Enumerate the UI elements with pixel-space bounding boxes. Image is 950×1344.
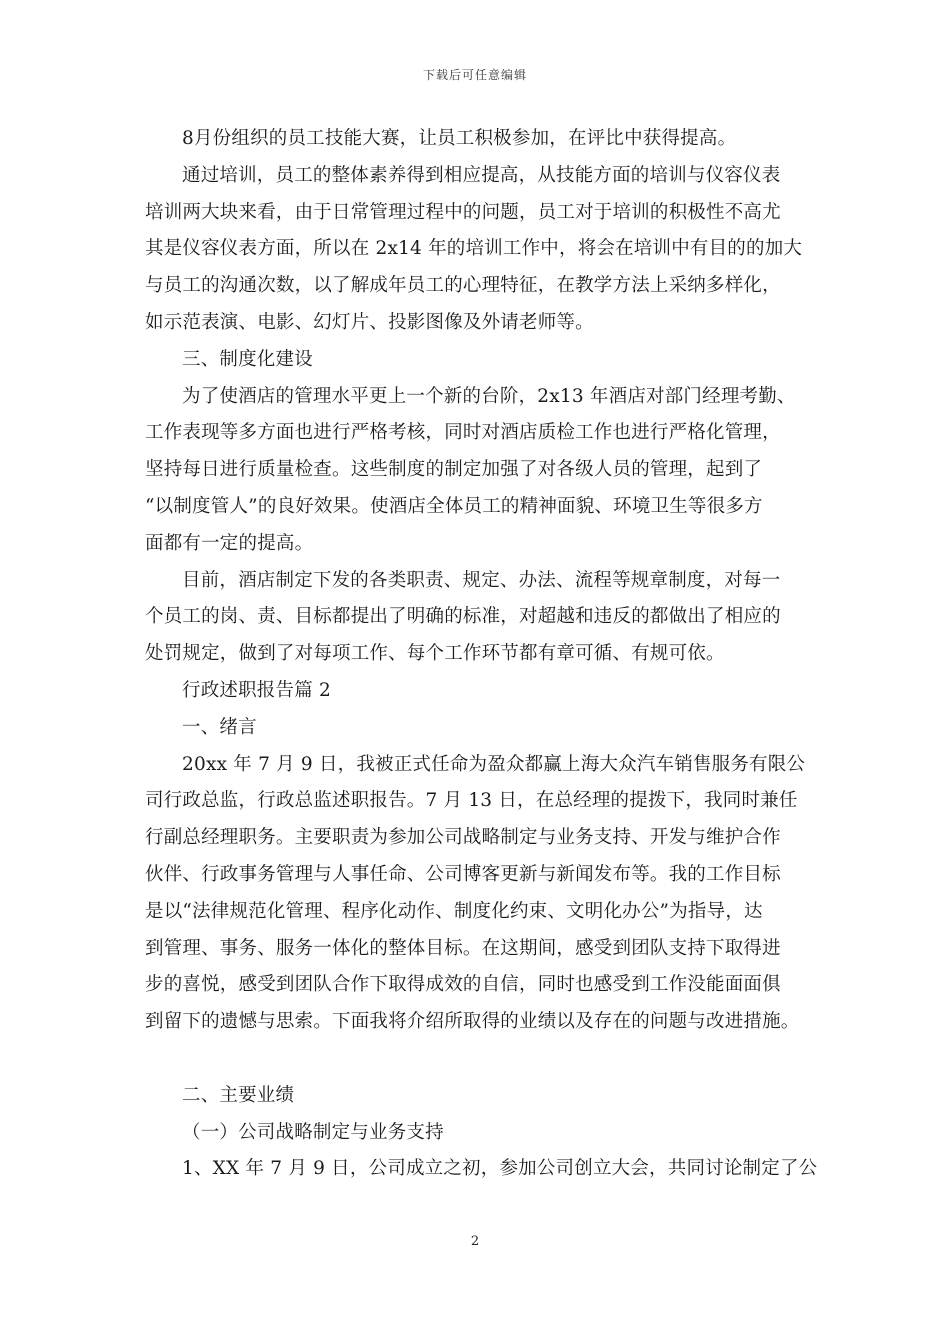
page-number: 2	[470, 1234, 480, 1249]
text-line: 个员工的岗、责、目标都提出了明确的标准，对超越和违反的都做出了相应的	[145, 606, 781, 628]
text-line: 步的喜悦，感受到团队合作下取得成效的自信，同时也感受到工作没能面面俱	[145, 974, 781, 996]
text-line: 8月份组织的员工技能大赛，让员工积极参加，在评比中获得提高。	[182, 128, 737, 149]
text-line: 到管理、事务、服务一体化的整体目标。在这期间，感受到团队支持下取得进	[145, 937, 781, 959]
text-line: 是以“法律规范化管理、程序化动作、制度化约束、文明化办公”为指导，达	[145, 900, 763, 922]
section-heading: 二、主要业绩	[182, 1084, 295, 1106]
text-line: 坚持每日进行质量检查。这些制度的制定加强了对各级人员的管理，起到了	[145, 459, 763, 481]
text-line: 司行政总监，行政总监述职报告。7 月 13 日，在总经理的提拨下，我同时兼任	[145, 790, 798, 812]
text-line: 面都有一定的提高。	[145, 532, 314, 554]
text-line: 如示范表演、电影、幻灯片、投影图像及外请老师等。	[145, 311, 594, 333]
text-line: 目前，酒店制定下发的各类职责、规定、办法、流程等规章制度，对每一	[182, 569, 781, 591]
text-line: 行副总经理职务。主要职责为参加公司战略制定与业务支持、开发与维护合作	[145, 827, 781, 849]
text-line: 伙伴、行政事务管理与人事任命、公司博客更新与新闻发布等。我的工作目标	[145, 863, 781, 885]
report-title: 行政述职报告篇 2	[182, 679, 331, 701]
text-line: 通过培训，员工的整体素养得到相应提高，从技能方面的培训与仪容仪表	[182, 164, 781, 186]
text-line: 为了使酒店的管理水平更上一个新的台阶，2x13 年酒店对部门经理考勤、	[182, 385, 796, 407]
text-line: 其是仪容仪表方面，所以在 2x14 年的培训工作中，将会在培训中有目的的加大	[145, 238, 803, 260]
text-line: 处罚规定，做到了对每项工作、每个工作环节都有章可循、有规可依。	[145, 643, 725, 665]
section-heading: 三、制度化建设	[182, 348, 313, 370]
subsection-heading: （一）公司战略制定与业务支持	[182, 1121, 444, 1143]
blank-line	[145, 1041, 805, 1078]
text-line: 到留下的遗憾与思索。下面我将介绍所取得的业绩以及存在的问题与改进措施。	[145, 1011, 800, 1033]
text-line: 20xx 年 7 月 9 日，我被正式任命为盈众都赢上海大众汽车销售服务有限公	[182, 753, 806, 775]
text-line: 工作表现等多方面也进行严格考核，同时对酒店质检工作也进行严格化管理，	[145, 422, 781, 444]
text-line: 与员工的沟通次数，以了解成年员工的心理特征，在教学方法上采纳多样化，	[145, 275, 781, 297]
document-body	[145, 121, 818, 1188]
text-line: “以制度管人”的良好效果。使酒店全体员工的精神面貌、环境卫生等很多方	[145, 495, 763, 517]
section-heading: 一、绪言	[182, 716, 257, 738]
text-line: 培训两大块来看，由于日常管理过程中的问题，员工对于培训的积极性不高尤	[145, 201, 781, 223]
text-line: 1、XX 年 7 月 9 日，公司成立之初，参加公司创立大会，共同讨论制定了公	[182, 1158, 818, 1180]
page-header: 下载后可任意编辑	[422, 68, 527, 82]
